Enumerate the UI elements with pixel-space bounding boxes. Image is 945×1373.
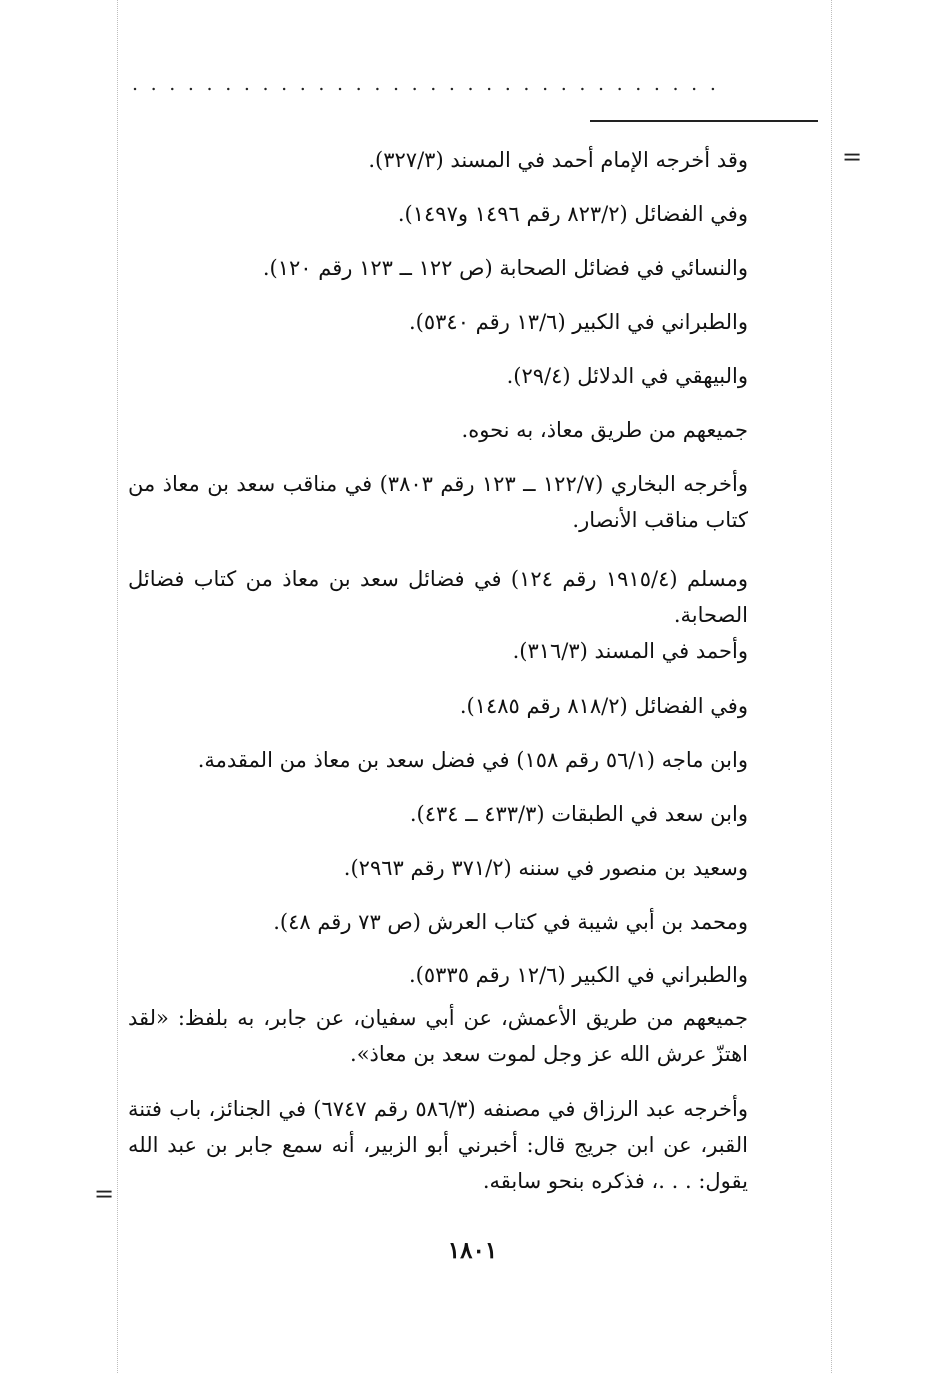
dotted-separator: ................................ [132,74,729,94]
citation-line: والنسائي في فضائل الصحابة (ص ١٢٢ ــ ١٢٣ رقم ١٢٠). [262,256,748,280]
citation-paragraph: جميعهم من طريق الأعمش، عن أبي سفيان، عن جابر، به بلفظ: «لقد اهتزّ عرش الله عز وجل لموت سعد بن معاذ». [128,1006,748,1066]
page-number: ١٨٠١ [447,1237,498,1264]
citation-line: وابن سعد في الطبقات (٤٣٣/٣ ــ ٤٣٤). [409,802,748,826]
continuation-mark-top: = [842,143,863,171]
citation-line: وابن ماجه (٥٦/١ رقم ١٥٨) في فضل سعد بن معاذ من المقدمة. [197,748,748,772]
citation-line: وفي الفضائل (٨١٨/٢ رقم ١٤٨٥). [459,694,748,718]
citation-line: وفي الفضائل (٨٢٣/٢ رقم ١٤٩٦ و١٤٩٧). [397,202,748,226]
citation-line: وأحمد في المسند (٣١٦/٣). [512,639,748,663]
continuation-mark-bottom: = [94,1180,115,1208]
citation-line: ومحمد بن أبي شيبة في كتاب العرش (ص ٧٣ رقم ٤٨). [273,910,748,934]
citation-line: والطبراني في الكبير (١٣/٦ رقم ٥٣٤٠). [409,310,748,334]
citation-line: جميعهم من طريق معاذ، به نحوه. [461,418,748,442]
citation-line: والبيهقي في الدلائل (٢٩/٤). [506,364,748,388]
citation-line: وقد أخرجه الإمام أحمد في المسند (٣٢٧/٣). [368,148,748,172]
citation-line: وسعيد بن منصور في سننه (٣٧١/٢ رقم ٢٩٦٣). [343,856,748,880]
citation-paragraph: ومسلم (١٩١٥/٤ رقم ١٢٤) في فضائل سعد بن معاذ من كتاب فضائل الصحابة. [128,567,748,627]
citation-line: والطبراني في الكبير (١٢/٦ رقم ٥٣٣٥). [409,963,748,987]
citation-paragraph: وأخرجه عبد الرزاق في مصنفه (٥٨٦/٣ رقم ٦٧٤٧) في الجنائز، باب فتنة القبر، عن ابن جريج قال: أخبرني أبو الزبير، أنه سمع جابر بن عبد الله يقول: . . .، فذكره بنحو سابقه. [128,1097,748,1193]
citation-paragraph: وأخرجه البخاري (١٢٢/٧ ــ ١٢٣ رقم ٣٨٠٣) في مناقب سعد بن معاذ من كتاب مناقب الأنصار. [128,472,748,532]
